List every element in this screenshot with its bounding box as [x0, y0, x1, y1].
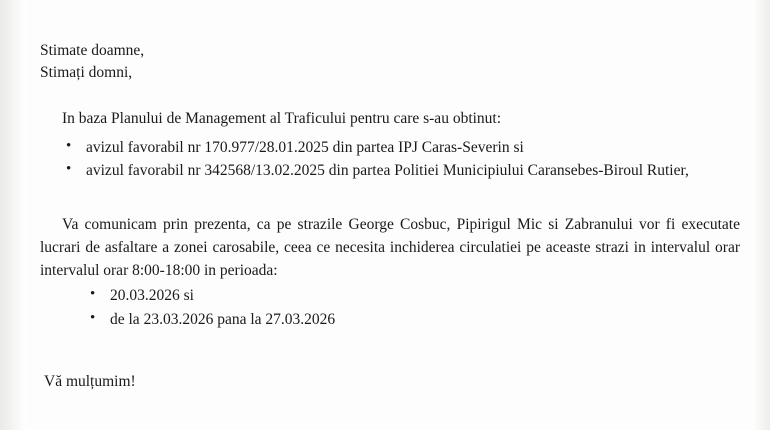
list-item: • de la 23.03.2026 pana la 27.03.2026 — [40, 308, 740, 331]
closing-text: Vă mulțumim! — [44, 372, 136, 390]
intro-paragraph: In baza Planului de Management al Traficului pentru care s-au obtinut: — [62, 109, 502, 127]
salutation-line-1: Stimate doamne, — [40, 42, 145, 59]
list-item: • avizul favorabil nr 342568/13.02.2025 din partea Politiei Municipiului Caransebes-Biroul Rutier, — [40, 159, 740, 182]
salutation-block — [40, 40, 740, 85]
body-paragraph: Va comunicam prin prezenta, ca pe strazile George Cosbuc, Pipirigul Mic si Zabranului vor fi executate lucrari de asfaltare a zonei carosabile, ceea ce necesita inchiderea circulatiei pe aceaste strazi in intervalul orar intervalul orar 8:00-18:00 in perioada: — [40, 215, 740, 280]
list-item: • avizul favorabil nr 170.977/28.01.2025 din partea IPJ Caras-Severin si — [40, 136, 740, 159]
approval-list — [40, 136, 740, 183]
spacer — [40, 193, 740, 213]
list-item: • 20.03.2026 si — [40, 284, 740, 307]
salutation-line-2: Stimați domni, — [40, 64, 133, 82]
period-list — [40, 284, 740, 331]
document-body — [40, 40, 740, 391]
